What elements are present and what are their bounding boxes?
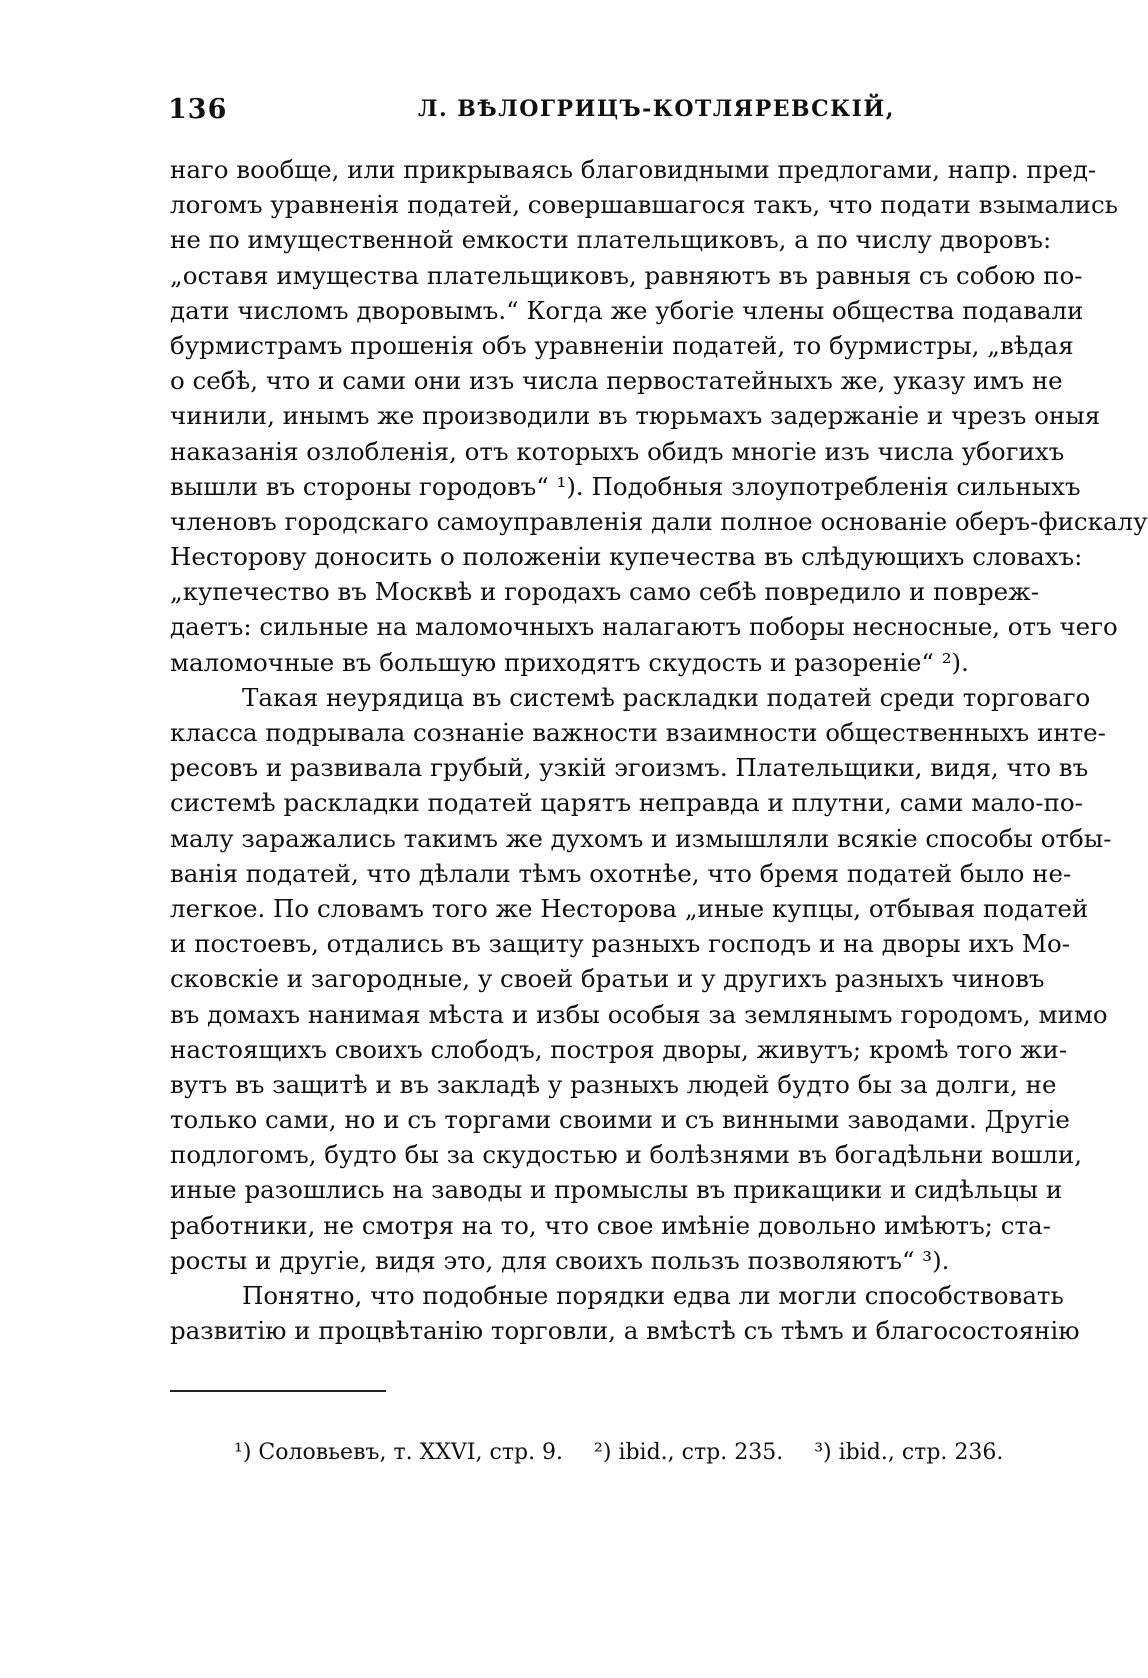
text-line: даетъ: сильные на маломочныхъ налагаютъ поборы несносные, отъ чего xyxy=(170,612,1118,642)
text-line: росты и другіе, видя это, для своихъ пользъ позволяютъ“ ³). xyxy=(170,1245,950,1275)
text-line: дати числомъ дворовымъ.“ Когда же убогіе члены общества подавали xyxy=(170,295,1084,325)
text-line: Такая неурядица въ системѣ раскладки податей среди торговаго xyxy=(242,682,1091,712)
footnotes xyxy=(234,1438,1014,1468)
text-line: бурмистрамъ прошенія объ уравненіи податей, то бурмистры, „вѣдая xyxy=(170,330,1074,360)
text-line: развитію и процвѣтанію торговли, а вмѣстѣ съ тѣмъ и благосостоянію xyxy=(170,1316,1080,1346)
text-line: вутъ въ защитѣ и въ закладѣ у разныхъ людей будто бы за долги, не xyxy=(170,1069,1057,1099)
text-line: Несторову доносить о положеніи купечества въ слѣдующихъ словахъ: xyxy=(170,542,1083,572)
footnote-1: ¹) Соловьевъ, т. XXVI, стр. 9. xyxy=(234,1440,564,1465)
body-text xyxy=(170,152,1148,1348)
text-line: работники, не смотря на то, что свое имѣніе довольно имѣютъ; ста- xyxy=(170,1210,1051,1240)
footnote-2: ²) ibid., стр. 235. xyxy=(594,1440,784,1465)
text-line: не по имущественной емкости плательщиковъ, а по числу дворовъ: xyxy=(170,225,1052,255)
text-line: „оставя имущества плательщиковъ, равняютъ въ равныя съ собою по- xyxy=(170,260,1083,290)
text-line: системѣ раскладки податей царятъ неправда и плутни, сами мало-по- xyxy=(170,788,1083,818)
footnote-3: ³) ibid., стр. 236. xyxy=(814,1440,1004,1465)
running-head xyxy=(168,94,1008,134)
text-line: маломочные въ большую приходятъ скудость и разореніе“ ²). xyxy=(170,647,969,677)
text-line: класса подрывала сознаніе важности взаимности общественныхъ инте- xyxy=(170,718,1106,747)
text-line: „купечество въ Москвѣ и городахъ само себѣ повредило и повреж- xyxy=(170,577,1039,607)
text-line: легкое. По словамъ того же Несторова „иные купцы, отбывая податей xyxy=(170,893,1089,923)
page-number: 136 xyxy=(168,94,228,125)
text-line: наго вообще, или прикрываясь благовидными предлогами, напр. пред- xyxy=(170,155,1097,184)
text-line: наказанія озлобленія, отъ которыхъ обидъ многіе изъ числа убогихъ xyxy=(170,436,1065,466)
text-line: чинили, инымъ же производили въ тюрьмахъ задержаніе и чрезъ оныя xyxy=(170,401,1101,431)
running-head-title: Л. ВѢЛОГРИЦЪ-КОТЛЯРЕВСКІЙ, xyxy=(418,96,895,122)
text-line: подлогомъ, будто бы за скудостью и болѣзнями въ богадѣльни вошли, xyxy=(170,1140,1083,1170)
text-line: ресовъ и развивала грубый, узкій эгоизмъ. Плательщики, видя, что въ xyxy=(170,753,1089,783)
text-line: сковскіе и загородные, у своей братьи и у другихъ разныхъ чиновъ xyxy=(170,964,1045,994)
text-line: членовъ городскаго самоуправленія дали полное основаніе оберъ-фискалу xyxy=(170,506,1148,536)
text-line: ванія податей, что дѣлали тѣмъ охотнѣе, что бремя податей было не- xyxy=(170,858,1072,888)
footnote-divider xyxy=(170,1390,386,1392)
text-line: о себѣ, что и сами они изъ числа первостатейныхъ же, указу имъ не xyxy=(170,366,1063,396)
text-line: иные разошлись на заводы и промыслы въ прикащики и сидѣльцы и xyxy=(170,1175,1063,1205)
text-line: въ домахъ нанимая мѣста и избы особыя за землянымъ городомъ, мимо xyxy=(170,999,1108,1029)
text-line: только сами, но и съ торгами своими и съ винными заводами. Другіе xyxy=(170,1105,1070,1135)
text-line: малу заражались такимъ же духомъ и измышляли всякіе способы отбы- xyxy=(170,823,1112,853)
text-line: и постоевъ, отдались въ защиту разныхъ господъ и на дворы ихъ Мо- xyxy=(170,929,1071,959)
text-line: настоящихъ своихъ слободъ, построя дворы, живутъ; кромѣ того жи- xyxy=(170,1034,1068,1064)
text-line: Понятно, что подобные порядки едва ли могли способствовать xyxy=(242,1281,1064,1310)
text-line: вышли въ стороны городовъ“ ¹). Подобныя злоупотребленія сильныхъ xyxy=(170,471,1081,501)
text-line: логомъ уравненія податей, совершавшагося такъ, что подати взымались xyxy=(170,190,1118,220)
